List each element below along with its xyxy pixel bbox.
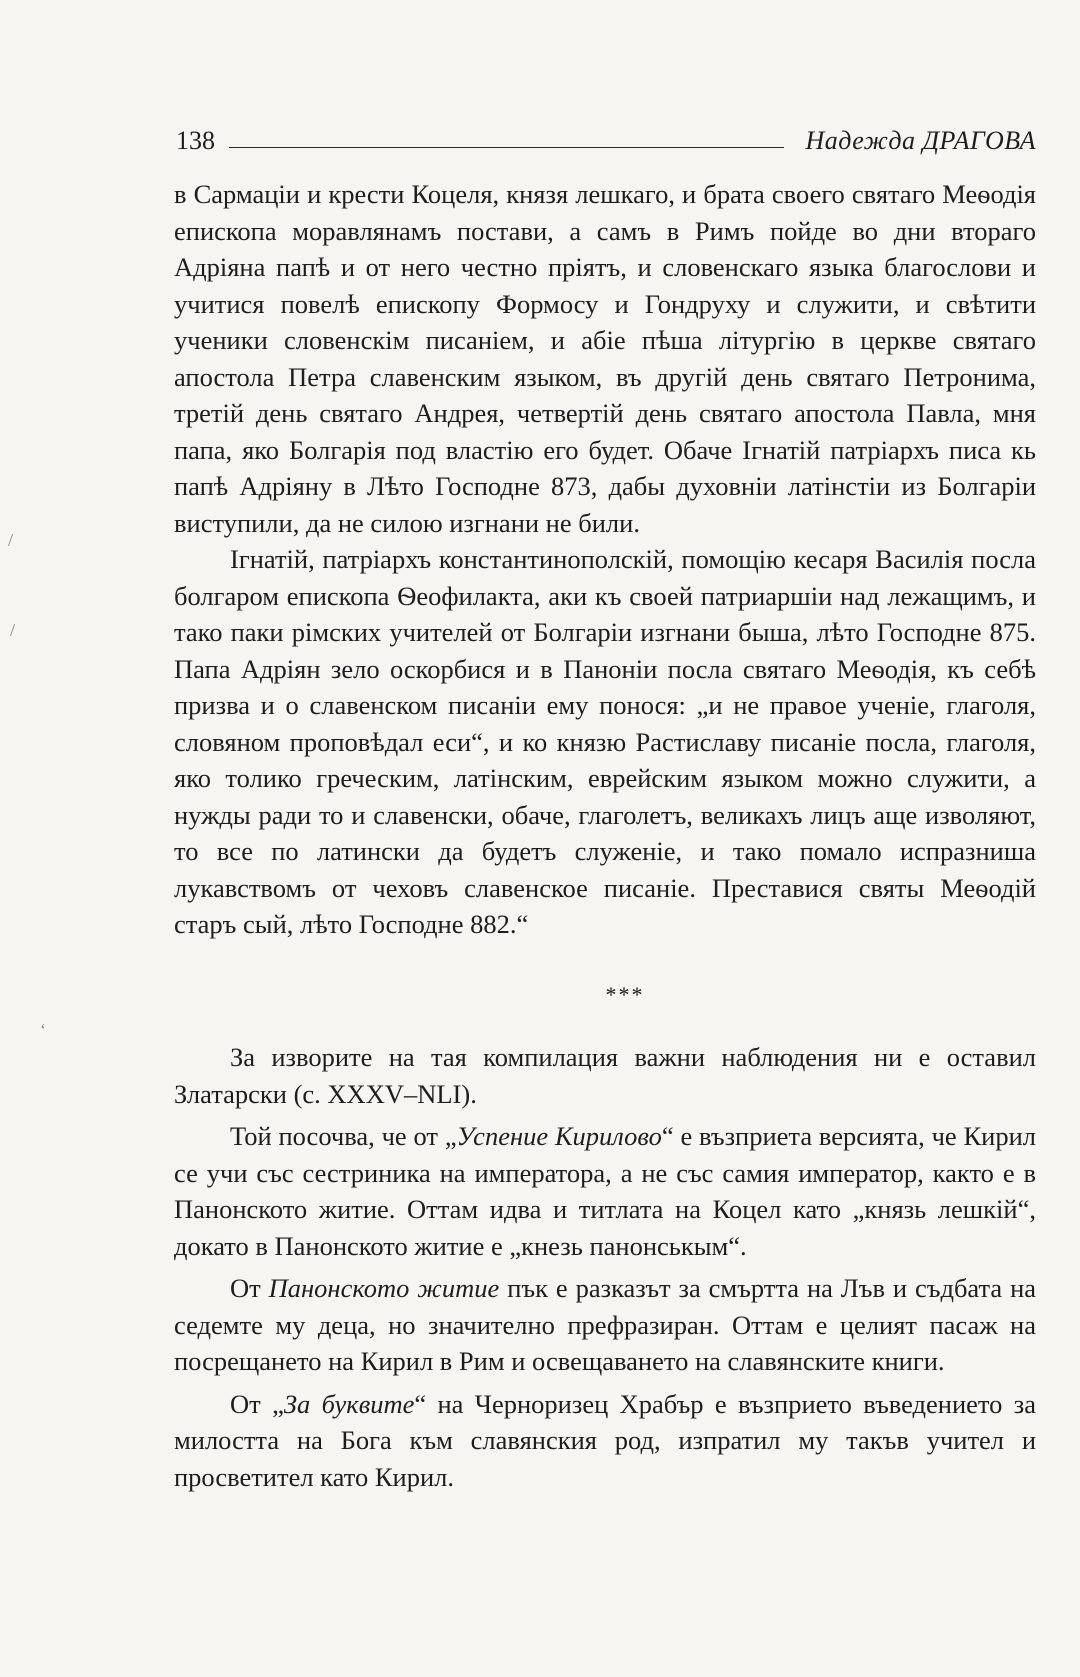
- title-za-bukvite: За буквите: [283, 1388, 415, 1419]
- page-number: 138: [176, 126, 215, 155]
- running-head: Надежда ДРАГОВА: [805, 126, 1036, 155]
- margin-mark: /: [10, 620, 16, 640]
- commentary-section: [174, 1039, 1036, 1495]
- page-header: [176, 114, 1036, 154]
- margin-mark: /: [8, 530, 14, 550]
- header-rule: [229, 147, 784, 148]
- quote-paragraph-2: Ігнатій, патріархъ константинополскій, помощію кесаря Василія посла болгаром епископа Ѳеофилакта, аки къ своей патриаршіи над лежащимъ, и тако паки рімских учителей от Болгаріи изгнани быша, лѣто Господне 875. Папа Адріян зело оскорбися и в Паноніи посла святаго Меѳодія, къ себѣ призва и о славенском писаніи ему понося: „и не правое ученіе, глаголя, словяном проповѣдал еси“, и ко князю Растиславу писаніе посла, глаголя, яко толико греческим, латінским, еврейским языком можно служити, а нужды ради то и славенски, обаче, глаголетъ, великахъ лицъ аще изволяют, то все по латински да будетъ служеніе, и тако помало испразниша лукавствомъ от чеховъ славенское писаніе. Преставися святы Меѳодій старъ сый, лѣто Господне 882.“: [174, 544, 1036, 939]
- page-body: [174, 176, 1036, 1501]
- title-panonskoto-zhitie: Панонското житие: [268, 1273, 500, 1303]
- title-uspenie-kirilovo: Успение Кирилово: [456, 1121, 662, 1151]
- commentary-paragraph-1: За изворите на тая компилация важни наблюдения ни е оставил Златарски (с. XXXV–NLI).: [174, 1042, 1036, 1109]
- commentary-paragraph-4: От „За буквите“ на Черноризец Храбър е възприето въведението за милостта на Бога към славянския род, изпратил му такъв учител и просветител като Кирил.: [174, 1388, 1036, 1492]
- commentary-paragraph-3: От Панонското житие пък е разказът за смъртта на Лъв и съдбата на седемте му деца, но значително префразиран. Оттам е целият пасаж на посрещането на Кирил в Рим и освещаването на славянските книги.: [174, 1273, 1037, 1376]
- commentary-paragraph-2: Той посочва, че от „Успение Кирилово“ е възприета версията, че Кирил се учи със сестриника на императора, а не със самия император, както е в Панонското житие. Оттам идва и титлата на Коцел като „князь лешкій“, докато в Панонското житие е „кнезь панонськым“.: [174, 1121, 1036, 1261]
- quote-paragraph-1: в Сармаціи и крести Коцеля, князя лешкаго, и брата своего святаго Меѳодія епископа моравлянамъ постави, а самъ в Римъ пойде во дни втораго Адріяна папѣ и от него честно пріятъ, и словенскаго языка благослови и учитися повелѣ епископу Формосу и Гондруху и служити, и свѣтити ученики словенскім писаніем, и абіе пѣша літургію в церкве святаго апостола Петра славенским языком, въ другій день святаго Петронима, третій день святаго Андрея, четвертій день святаго апостола Павла, мня папа, яко Болгарія под властію его будет. Обаче Ігнатій патріархъ писа кь папѣ Адріяну в Лѣто Господне 873, дабы духовніи латінстіи из Болгаріи виступили, да не силою изгнани не били.: [174, 179, 1036, 538]
- section-separator: ***: [605, 981, 645, 1007]
- margin-mark: ‘: [40, 1020, 46, 1040]
